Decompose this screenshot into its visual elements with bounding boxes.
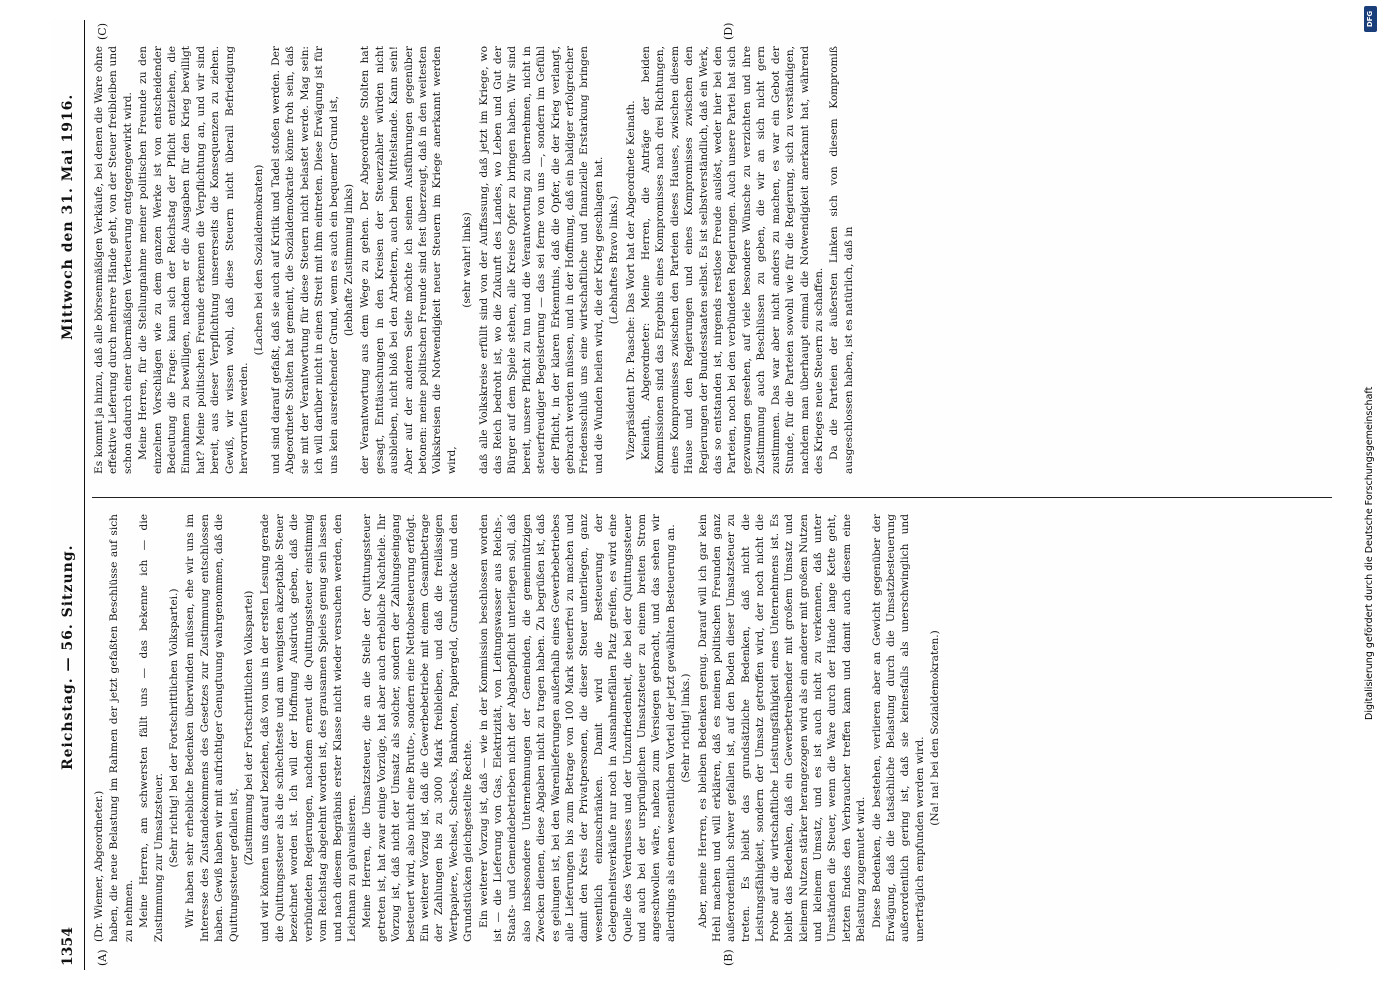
paragraph: der Verantwortung aus dem Wege zu gehen. Der Abgeordnete Stolten hat gesagt, Enttäuschungen in den Kreisen der Steuerzahler würden nicht ausbleiben, nicht bloß bei den Arbeitern, auch beim Mittelstande. Kann sein! Aber auf der anderen Seite möchte ich seinen Ausführungen gegenüber betonen: meine politischen Freunde sind fest überzeugt, daß in den weitesten Volkskreisen die Notwendigkeit neuer Steuern im Kriege anerkannt werden wird,	[359, 46, 458, 474]
interjection: (Lebhaftes Bravo links.)	[608, 195, 621, 325]
interjection: (Sehr richtig! links.)	[680, 673, 693, 783]
paragraph: Meine Herren, die Umsatzsteuer, die an die Stelle der Quittungssteuer getreten ist, hat zwar einige Vorzüge, hat aber auch erhebliche Nachteile. Ihr Vorzug ist, daß nicht der Umsatz als solcher, sondern der Zahlungseingang besteuert wird, also nicht eine Brutto-, sondern eine Nettobesteuerung erfolgt. Ein weiterer Vorzug ist, daß die Gewerbebetriebe mit einem Gesamtbetrage der Zahlungen bis zu 3000 Mark freibleiben, und daß die freilässigen Wertpapiere, Wechsel, Schecks, Banknoten, Papiergeld, Grundstücke und den Grundstücken gleichgestellte Rechte.	[361, 514, 475, 942]
paragraph: haben, die neue Belastung im Rahmen der jetzt gefaßten Beschlüsse auf sich zu nehmen.	[108, 514, 135, 942]
interjection: (lebhafte Zustimmung links)	[342, 183, 355, 337]
paragraph: daß alle Volkskreise erfüllt sind von der Auffassung, daß jetzt im Kriege, wo das Reich bedroht ist, wo die Zukunft des Landes, wo Leben und Gut der Bürger auf dem Spiele stehen, alle Kreise Opfer zu bringen haben. Wir sind bereit, unsere Pflicht zu tun und die Verantwortung zu übernehmen, nicht in steuerfreudiger Begeisterung — das sei ferne von uns —, sondern im Gefühl der Pflicht, in der klaren Erkenntnis, daß die Opfer, die der Krieg verlangt, gebracht werden müssen, und in der Hoffnung, daß ein baldiger erfolgreicher Friedensschluß uns eine wirtschaftliche und finanzielle Erstarkung bringen und die Wunden heilen wird, die der Krieg geschlagen hat.	[477, 46, 605, 474]
left-column	[92, 514, 1332, 942]
paragraph: Vizepräsident Dr. Paasche: Das Wort hat der Abgeordnete Keinath.	[624, 100, 637, 460]
paragraph: Da die Parteien der äußersten Linken sich von diesem Kompromiß ausgeschlossen haben, ist es natürlich, daß in	[828, 46, 855, 474]
paragraph: und wir können uns darauf beziehen, daß von uns in der ersten Lesung gerade die Quittungssteuer als die schlechteste und am wenigsten akzeptable Steuer bezeichnet worden ist. Ich will der Hoffnung Ausdruck geben, daß die verbündeten Regierungen, nachdem erneut die Quittungssteuer einstimmig vom Reichstag abgelehnt worden ist, des grausamen Spieles genug sein lassen und nach diesem Begräbnis erster Klasse nicht wieder versuchen werden, den Leichnam zu galvanisieren.	[259, 514, 358, 942]
interjection: (Na! na! bei den Sozialdemokraten.)	[929, 630, 942, 826]
page-header	[50, 20, 85, 970]
paragraph: Es kommt ja hinzu, daß alle börsenmäßigen Verkäufe, bei denen die Ware ohne effektive Lieferung durch mehrere Hände geht, von der Steuer freibleiben und schon dadurch einer übermäßigen Verteuerung entgegengewirkt wird.	[93, 46, 134, 474]
interjection: (Lachen bei den Sozialdemokraten)	[253, 164, 266, 356]
paragraph: Ein weiterer Vorzug ist, daß — wie in der Kommission beschlossen worden ist — die Lieferung von Gas, Elektrizität, von Leitungswasser aus Reichs-, Staats- und Gemeindebetrieben nicht der Abgabepflicht unterliegen soll, daß also insbesondere Unternehmungen der Gemeinden, die gemeinnützigen Zwecken dienen, diese Abgaben nicht zu tragen haben. Zu begrüßen ist, daß es gelungen ist, bei den Warenlieferungen außerhalb eines Gewerbebetriebes alle Lieferungen bis zum Betrage von 100 Mark steuerfrei zu machen und damit den Kreis der Privatpersonen, die dieser Steuer unterliegen, ganz wesentlich einzuschränken. Damit wird die Besteuerung der Gelegenheitsverkäufe nur noch in Ausnahmefällen Platz greifen, es wird eine Quelle des Verdrusses und der Unzufriedenheit, die bei der Quittungssteuer und auch bei der ursprünglichen Umsatzsteuer zu einem breiten Strom angeschwollen wäre, nahezu zum Versiegen gebracht, und das sehen wir allerdings als einen wesentlichen Vorteil der jetzt gewählten Besteuerung an.	[477, 514, 677, 942]
interjection: (Zustimmung bei der Fortschrittlichen Volkspartei)	[243, 590, 256, 866]
page-number: 1354	[60, 927, 76, 966]
paragraph: Meine Herren, am schwersten fällt uns — das bekenne ich — die Zustimmung zur Umsatzsteuer.	[138, 514, 165, 942]
margin-mark-c: (C)	[96, 23, 109, 40]
session-title: Reichstag. — 56. Sitzung.	[60, 544, 76, 770]
margin-mark-b: (B)	[722, 949, 735, 966]
digitization-sidebar	[1361, 0, 1383, 1000]
paragraph: Wir haben sehr erhebliche Bedenken überwinden müssen, ehe wir uns im Interesse des Zustandekommens des Gesetzes zur Zustimmung entschlossen haben. Gewiß haben wir mit aufrichtiger Genugtuung wahrgenommen, daß die Quittungssteuer gefallen ist,	[184, 514, 240, 942]
paragraph: Keinath, Abgeordneter: Meine Herren, die Anträge der beiden Kommissionen sind das Ergebnis eines Kompromisses nach drei Richtungen, eines Kompromisses zwischen den Parteien dieses Hauses, zwischen diesem Hause und den Regierungen und eines Kompromisses zwischen den Regierungen der Bundesstaaten selbst. Es ist selbstverständlich, daß ein Werk, das so entstanden ist, nirgends restlose Freude auslöst, weder hier bei den Parteien, noch bei den verbündeten Regierungen. Auch unsere Partei hat sich gezwungen gesehen, auf viele besondere Wünsche zu verzichten und ihre Zustimmung auch Beschlüssen zu geben, die wir an sich nicht gern zustimmen. Das war aber nicht anders zu machen, es war ein Gebot der Stunde, für die Parteien sowohl wie für die Regierung, sich zu verständigen, nachdem man überhaupt einmal die Notwendigkeit anerkannt hat, während des Krieges neue Steuern zu schaffen.	[640, 46, 825, 474]
margin-mark-a: (A)	[96, 949, 109, 966]
paragraph: Meine Herren, für die Stellungnahme meiner politischen Freunde zu den einzelnen Vorschlägen wie zu dem ganzen Werke ist von entscheidender Bedeutung die Frage: kann sich der Reichstag der Pflicht entziehen, die Einnahmen zu bewilligen, nachdem er die Ausgaben für den Krieg bewilligt hat? Meine politischen Freunde erkennen die Verpflichtung an, und wir sind bereit, aus dieser Verpflichtung unsererseits die Konsequenzen zu ziehen. Gewiß, wir wissen wohl, daß diese Steuern nicht überall Befriedigung hervorrufen werden.	[137, 46, 251, 474]
paragraph: und sind darauf gefaßt, daß sie auch auf Kritik und Tadel stoßen werden. Der Abgeordnete Stolten hat gemeint, die Sozialdemokratie könne froh sein, daß sie mit der Verantwortung für diese Steuern nicht belastet werde. Mag sein: ich will darüber nicht in einen Streit mit ihm eintreten. Diese Erwägung ist für uns kein ausreichender Grund, wenn es auch ein bequemer Grund ist,	[269, 46, 340, 474]
session-date: Mittwoch den 31. Mai 1916.	[60, 93, 76, 340]
digitization-note: Digitalisierung gefördert durch die Deutsche Forschungsgemeinschaft	[1364, 386, 1375, 720]
rotated-scan-page	[50, 20, 1340, 970]
paragraph: Aber, meine Herren, es bleiben Bedenken genug. Darauf will ich gar kein Hehl machen und will erklären, daß es meinen politischen Freunden ganz außerordentlich schwer gefallen ist, auf den Boden dieser Umsatzsteuer zu treten. Es bleibt das grundsätzliche Bedenken, daß nicht die Leistungsfähigkeit, sondern der Umsatz getroffen wird, der noch nicht die Probe auf die wirtschaftliche Leistungsfähigkeit eines Unternehmens ist. Es bleibt das Bedenken, daß ein Gewerbetreibender mit großem Umsatz und kleinem Nutzen stärker herangezogen wird als ein anderer mit großem Nutzen und kleinem Umsatz, und es ist auch nicht zu verkennen, daß unter Umständen die Steuer, wenn die Ware durch der Hände lange Kette geht, letzten Endes den Verbraucher treffen kann und damit auch diesem eine Belastung zugemutet wird.	[696, 514, 868, 942]
interjection: (Sehr richtig! bei der Fortschrittlichen Volkspartei.)	[168, 588, 181, 868]
dfg-logo: DFG	[1364, 6, 1377, 32]
right-column	[92, 46, 1332, 474]
column-divider	[92, 497, 1332, 498]
paragraph: Diese Bedenken, die bestehen, verlieren aber an Gewicht gegenüber der Erwägung, daß die tatsächliche Belastung durch die Umsatzbesteuerung außerordentlich gering ist, daß sie keinesfalls als unerschwinglich und unerträglich empfunden werden wird.	[870, 514, 926, 942]
speaker-attribution: (Dr. Wiemer, Abgeordneter.)	[93, 790, 105, 942]
margin-mark-d: (D)	[722, 22, 735, 40]
interjection: (sehr wahr! links)	[461, 212, 474, 308]
